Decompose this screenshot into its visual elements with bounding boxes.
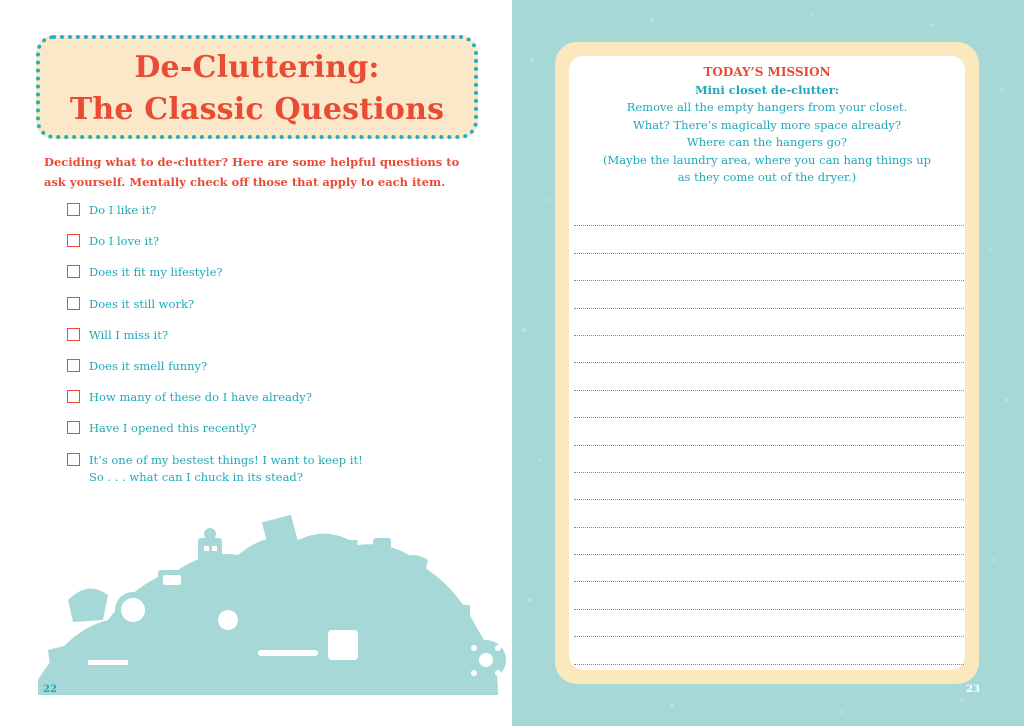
writing-lines [574, 199, 964, 665]
checkbox[interactable] [67, 359, 80, 372]
writing-line[interactable] [574, 336, 964, 363]
question-item [67, 356, 487, 387]
question-item [67, 200, 487, 231]
soccer-ball-icon [466, 640, 506, 680]
question-list [67, 200, 487, 490]
toy-icon [68, 589, 108, 622]
checkbox[interactable] [67, 453, 80, 466]
mission-line: Where can the hangers go? [686, 135, 848, 149]
intro-text: Deciding what to de-clutter? Here are some helpful questions to ask yourself. Mentally check off those that apply to each item. [44, 155, 460, 189]
checkbox[interactable] [67, 421, 80, 434]
checkbox[interactable] [67, 297, 80, 310]
junk-pile-illustration [28, 510, 508, 710]
writing-line[interactable] [574, 226, 964, 253]
mission-title: TODAY’S MISSION [703, 65, 831, 79]
question-text: Do I like it? [89, 203, 157, 217]
question-item [67, 231, 487, 262]
title-box [36, 35, 478, 139]
writing-line[interactable] [574, 582, 964, 609]
robot-icon [198, 538, 222, 578]
question-text: Have I opened this recently? [89, 421, 257, 436]
page-title-line1: De-Cluttering: [134, 50, 380, 85]
writing-line[interactable] [574, 555, 964, 582]
writing-line[interactable] [574, 500, 964, 527]
question-text: Does it still work? [89, 296, 195, 311]
writing-line[interactable] [574, 391, 964, 418]
checkbox[interactable] [67, 390, 80, 403]
question-text: Do I love it? [89, 234, 160, 249]
writing-line[interactable] [574, 418, 964, 445]
writing-line[interactable] [574, 281, 964, 308]
checkbox[interactable] [67, 265, 80, 278]
writing-line[interactable] [574, 610, 964, 637]
question-text: How many of these do I have already? [89, 390, 312, 405]
writing-line[interactable] [574, 528, 964, 555]
question-text: It’s one of my bestest things! I want to keep it! [89, 452, 363, 467]
question-text: Does it smell funny? [89, 358, 208, 373]
page-title-line2: The Classic Questions [69, 92, 445, 127]
writing-line[interactable] [574, 199, 964, 226]
mission-line: as they come out of the dryer.) [677, 170, 857, 184]
question-text-continued: So . . . what can I chuck in its stead? [89, 469, 303, 484]
question-item [67, 262, 487, 293]
question-text: Will I miss it? [89, 327, 169, 342]
writing-line[interactable] [574, 637, 964, 664]
page-number-right: 23 [966, 684, 980, 695]
writing-line[interactable] [574, 309, 964, 336]
checkbox[interactable] [67, 328, 80, 341]
writing-line[interactable] [574, 446, 964, 473]
mission-line: (Maybe the laundry area, where you can hang things up [603, 152, 931, 167]
question-item [67, 325, 487, 356]
question-item [67, 450, 487, 490]
mission-block [569, 64, 965, 187]
question-item [67, 294, 487, 325]
question-item [67, 418, 487, 449]
boat-icon [328, 540, 358, 560]
checkbox[interactable] [67, 203, 80, 216]
mission-subtitle: Mini closet de-clutter: [694, 82, 840, 97]
writing-line[interactable] [574, 473, 964, 500]
question-item [67, 387, 487, 418]
writing-line[interactable] [574, 254, 964, 281]
question-text: Does it fit my lifestyle? [89, 265, 223, 280]
mixer-icon [373, 538, 391, 578]
page-number-left: 22 [43, 684, 57, 695]
checkbox[interactable] [67, 234, 80, 247]
mission-line: What? There’s magically more space already? [632, 117, 902, 132]
writing-line[interactable] [574, 363, 964, 390]
mission-line: Remove all the empty hangers from your closet. [626, 100, 908, 114]
